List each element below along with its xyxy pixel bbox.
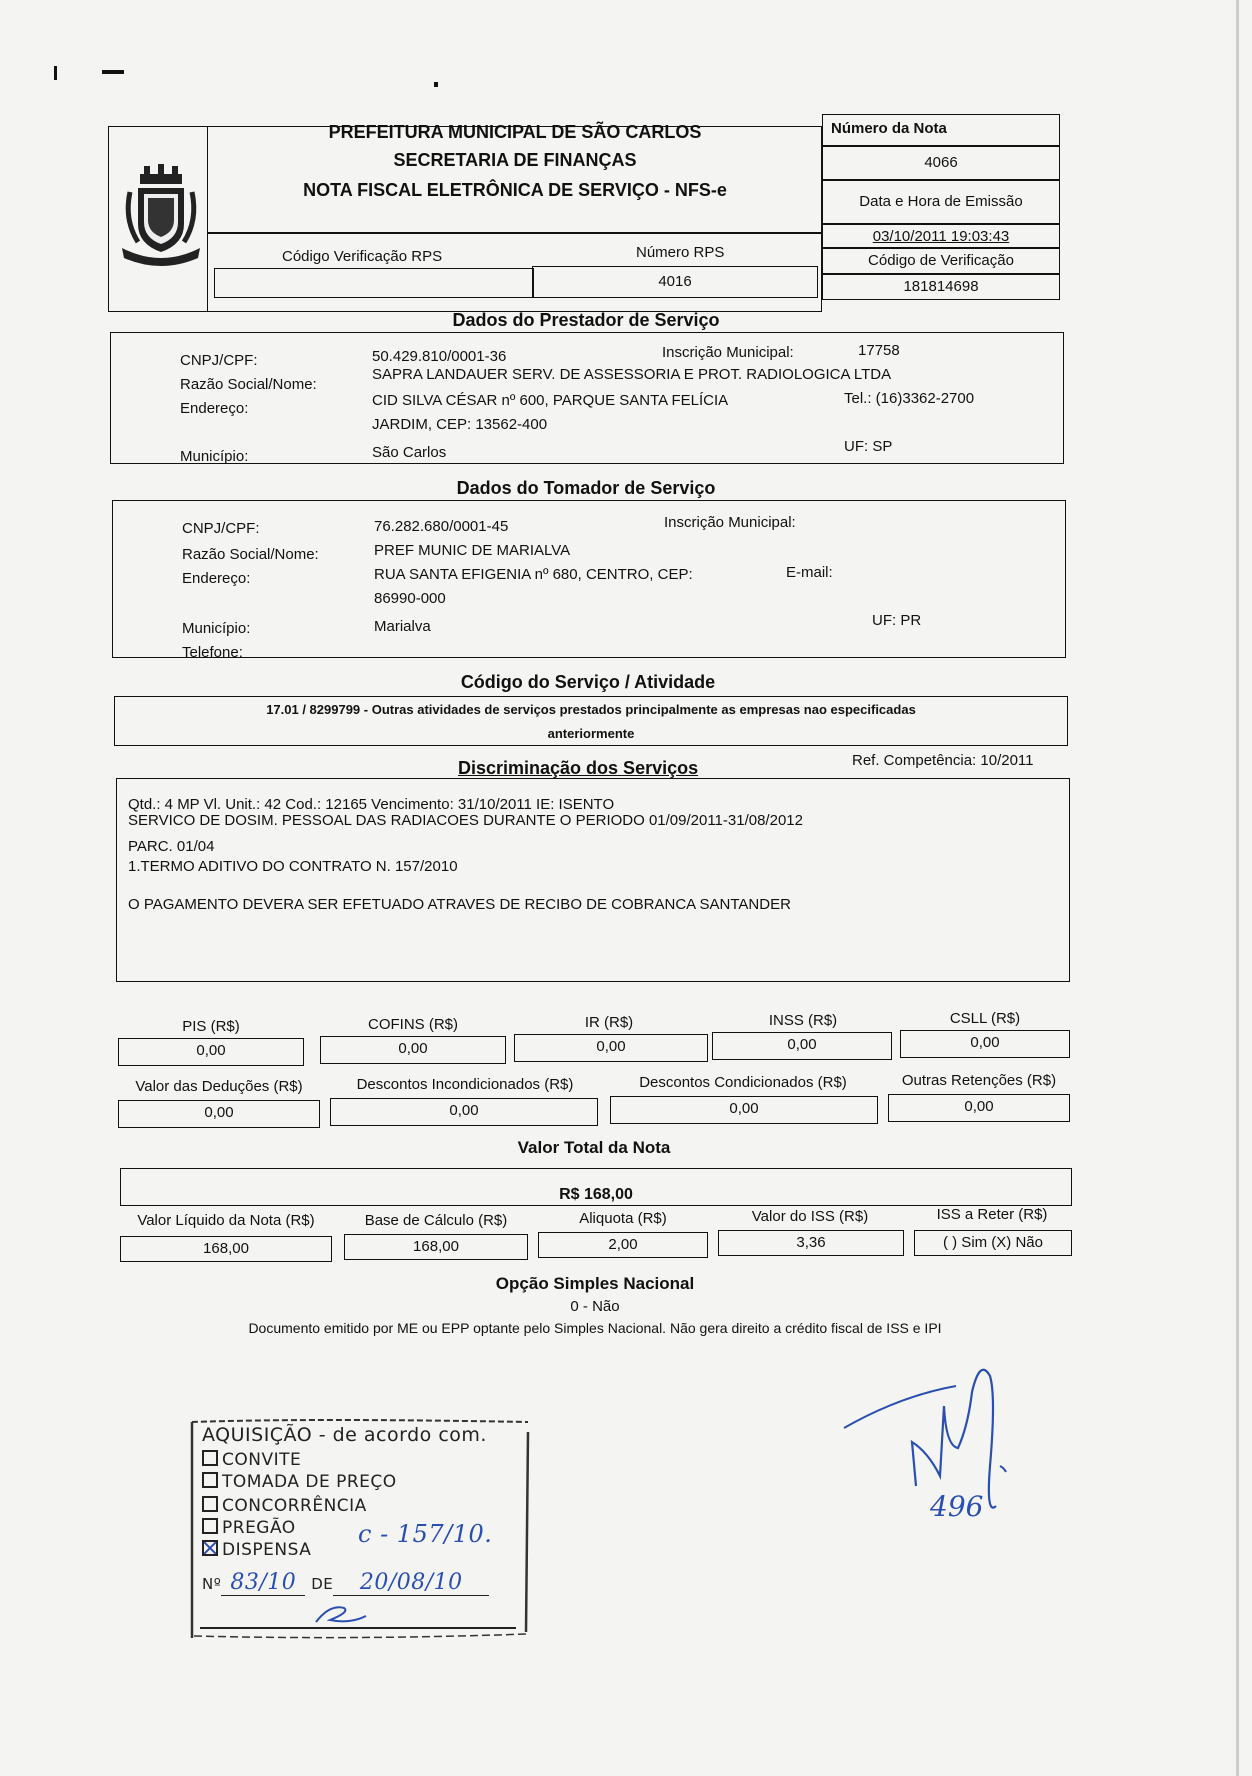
tomador-endereco-1: RUA SANTA EFIGENIA nº 680, CENTRO, CEP: xyxy=(374,566,693,583)
inss-label: INSS (R$) xyxy=(768,1012,838,1029)
valor-total-value: R$ 168,00 xyxy=(559,1186,633,1203)
descontos-incondicionados-value: 0,00 xyxy=(330,1098,598,1126)
iss-reter-value: ( ) Sim (X) Não xyxy=(914,1230,1072,1256)
iss-reter-label: ISS a Reter (R$) xyxy=(936,1206,1048,1223)
tomador-endereco-2: 86990-000 xyxy=(374,590,446,607)
prestador-cnpj: 50.429.810/0001-36 xyxy=(372,348,507,365)
numero-rps-field: 4016 xyxy=(532,266,818,298)
outras-retencoes-label: Outras Retenções (R$) xyxy=(901,1072,1057,1089)
prestador-tel: Tel.: (16)3362-2700 xyxy=(844,390,975,407)
scan-mark xyxy=(434,82,438,87)
prestador-title: Dados do Prestador de Serviço xyxy=(452,310,720,330)
stamp-option-label: CONCORRÊNCIA xyxy=(222,1496,367,1516)
prestador-municipio: São Carlos xyxy=(372,444,447,461)
tomador-cnpj: 76.282.680/0001-45 xyxy=(374,518,509,535)
valor-total-title: Valor Total da Nota xyxy=(517,1138,671,1157)
tomador-municipio-label: Município: xyxy=(182,620,251,637)
stamp-de-prefix: DE xyxy=(311,1575,334,1593)
aliquota-label: Aliquota (R$) xyxy=(579,1210,667,1227)
header-divider xyxy=(208,232,822,234)
stamp-option-label: DISPENSA xyxy=(222,1540,312,1560)
stamp-option-convite xyxy=(202,1450,301,1470)
page-number-annotation: 496 xyxy=(930,1490,984,1523)
prestador-razao: SAPRA LANDAUER SERV. DE ASSESSORIA E PROT. RADIOLOGICA LTDA xyxy=(372,366,892,383)
pis-label: PIS (R$) xyxy=(182,1018,240,1035)
check-mark-icon xyxy=(204,1542,216,1554)
numero-nota-value: 4066 xyxy=(822,146,1060,180)
codigo-verificacao-label: Código de Verificação xyxy=(822,248,1060,274)
data-hora-value: 03/10/2011 19:03:43 xyxy=(822,224,1060,248)
scan-mark xyxy=(54,66,57,80)
prestador-razao-label: Razão Social/Nome: xyxy=(180,376,317,393)
inss-value: 0,00 xyxy=(712,1032,892,1060)
tomador-municipio: Marialva xyxy=(374,618,431,635)
aliquota-value: 2,00 xyxy=(538,1232,708,1258)
stamp-option-tomada xyxy=(202,1472,397,1492)
numero-rps-label: Número RPS xyxy=(636,244,725,261)
stamp-title: AQUISIÇÃO - de acordo com. xyxy=(202,1424,487,1446)
handwritten-contract: c - 157/10. xyxy=(358,1520,493,1548)
tomador-im-label: Inscrição Municipal: xyxy=(664,514,796,531)
stamp-numero-prefix: Nº xyxy=(202,1575,222,1593)
tomador-cnpj-label: CNPJ/CPF: xyxy=(182,520,260,537)
checkbox-icon xyxy=(202,1472,218,1488)
stamp-option-label: TOMADA DE PREÇO xyxy=(222,1472,397,1492)
discriminacao-title: Discriminação dos Serviços xyxy=(458,758,699,778)
codigo-rps-label: Código Verificação RPS xyxy=(282,248,443,265)
checkbox-icon xyxy=(202,1496,218,1512)
deducoes-value: 0,00 xyxy=(118,1100,320,1128)
header-title-line3: NOTA FISCAL ELETRÔNICA DE SERVIÇO - NFS-e xyxy=(303,180,727,200)
checkbox-icon xyxy=(202,1518,218,1534)
tomador-endereco-label: Endereço: xyxy=(182,570,251,587)
acquisition-stamp xyxy=(190,1418,530,1640)
ir-label: IR (R$) xyxy=(584,1014,634,1031)
deducoes-label: Valor das Deduções (R$) xyxy=(135,1078,303,1095)
discriminacao-ref: Ref. Competência: 10/2011 xyxy=(852,752,1034,769)
tomador-email-label: E-mail: xyxy=(786,564,833,581)
discriminacao-line: 1.TERMO ADITIVO DO CONTRATO N. 157/2010 xyxy=(128,858,458,875)
prestador-endereco-1: CID SILVA CÉSAR nº 600, PARQUE SANTA FELÍCIA xyxy=(372,392,729,409)
prestador-endereco-2: JARDIM, CEP: 13562-400 xyxy=(372,416,548,433)
stamp-option-label: PREGÃO xyxy=(222,1518,296,1538)
tomador-title: Dados do Tomador de Serviço xyxy=(456,478,716,498)
discriminacao-line: PARC. 01/04 xyxy=(128,838,215,855)
checked-checkbox-icon xyxy=(202,1540,218,1556)
csll-value: 0,00 xyxy=(900,1030,1070,1058)
tomador-telefone-label: Telefone: xyxy=(182,644,243,661)
prestador-uf: UF: SP xyxy=(844,438,893,455)
prestador-im: 17758 xyxy=(858,342,900,359)
servico-line1: 17.01 / 8299799 - Outras atividades de serviços prestados principalmente as empresas nao especificadas xyxy=(266,702,916,717)
scan-mark xyxy=(102,70,124,74)
outras-retencoes-value: 0,00 xyxy=(888,1094,1070,1122)
prestador-im-label: Inscrição Municipal: xyxy=(662,344,794,361)
header-title-line2: SECRETARIA DE FINANÇAS xyxy=(393,150,637,170)
valor-liquido-value: 168,00 xyxy=(120,1236,332,1262)
stamp-option-pregao xyxy=(202,1518,296,1538)
scan-mark xyxy=(1236,0,1239,1776)
cofins-value: 0,00 xyxy=(320,1036,506,1064)
tomador-razao-label: Razão Social/Nome: xyxy=(182,546,319,563)
stamp-numero-row xyxy=(202,1570,489,1596)
ir-value: 0,00 xyxy=(514,1034,708,1062)
cofins-label: COFINS (R$) xyxy=(368,1016,458,1033)
base-calculo-value: 168,00 xyxy=(344,1234,528,1260)
descontos-incondicionados-label: Descontos Incondicionados (R$) xyxy=(356,1076,574,1093)
prestador-endereco-label: Endereço: xyxy=(180,400,249,417)
pis-value: 0,00 xyxy=(118,1038,304,1066)
checkbox-icon xyxy=(202,1450,218,1466)
header-title-line1: PREFEITURA MUNICIPAL DE SÃO CARLOS xyxy=(328,122,702,142)
numero-nota-label: Número da Nota xyxy=(822,114,1060,146)
base-calculo-label: Base de Cálculo (R$) xyxy=(364,1212,508,1229)
discriminacao-line: SERVICO DE DOSIM. PESSOAL DAS RADIACOES DURANTE O PERIODO 01/09/2011-31/08/2012 xyxy=(128,812,803,829)
simples-title: Opção Simples Nacional xyxy=(495,1274,695,1293)
codigo-rps-field xyxy=(214,268,534,298)
simples-value: 0 - Não xyxy=(570,1298,620,1315)
simples-note: Documento emitido por ME ou EPP optante pelo Simples Nacional. Não gera direito a crédito fiscal de ISS e IPI xyxy=(248,1320,942,1336)
prestador-municipio-label: Município: xyxy=(180,448,249,465)
discriminacao-line: Qtd.: 4 MP Vl. Unit.: 42 Cod.: 12165 Vencimento: 31/10/2011 IE: ISENTO xyxy=(128,796,615,813)
prestador-cnpj-label: CNPJ/CPF: xyxy=(180,352,258,369)
data-hora-label: Data e Hora de Emissão xyxy=(822,180,1060,224)
valor-iss-value: 3,36 xyxy=(718,1230,904,1256)
csll-label: CSLL (R$) xyxy=(949,1010,1021,1027)
descontos-condicionados-value: 0,00 xyxy=(610,1096,878,1124)
tomador-razao: PREF MUNIC DE MARIALVA xyxy=(374,542,571,559)
discriminacao-line: O PAGAMENTO DEVERA SER EFETUADO ATRAVES DE RECIBO DE COBRANCA SANTANDER xyxy=(128,896,791,913)
descontos-condicionados-label: Descontos Condicionados (R$) xyxy=(639,1074,847,1091)
tomador-uf: UF: PR xyxy=(872,612,922,629)
stamp-option-dispensa xyxy=(202,1540,311,1560)
servico-line2: anteriormente xyxy=(547,726,635,741)
servico-title: Código do Serviço / Atividade xyxy=(460,672,716,692)
codigo-verificacao-value: 181814698 xyxy=(822,274,1060,300)
stamp-signature xyxy=(310,1602,370,1628)
stamp-data: 20/08/10 xyxy=(333,1570,489,1596)
stamp-numero: 83/10 xyxy=(221,1570,305,1596)
valor-iss-label: Valor do ISS (R$) xyxy=(751,1208,869,1225)
stamp-option-label: CONVITE xyxy=(222,1450,302,1470)
coat-of-arms-logo xyxy=(118,162,204,270)
stamp-option-concorrencia xyxy=(202,1496,367,1516)
valor-liquido-label: Valor Líquido da Nota (R$) xyxy=(137,1212,315,1229)
